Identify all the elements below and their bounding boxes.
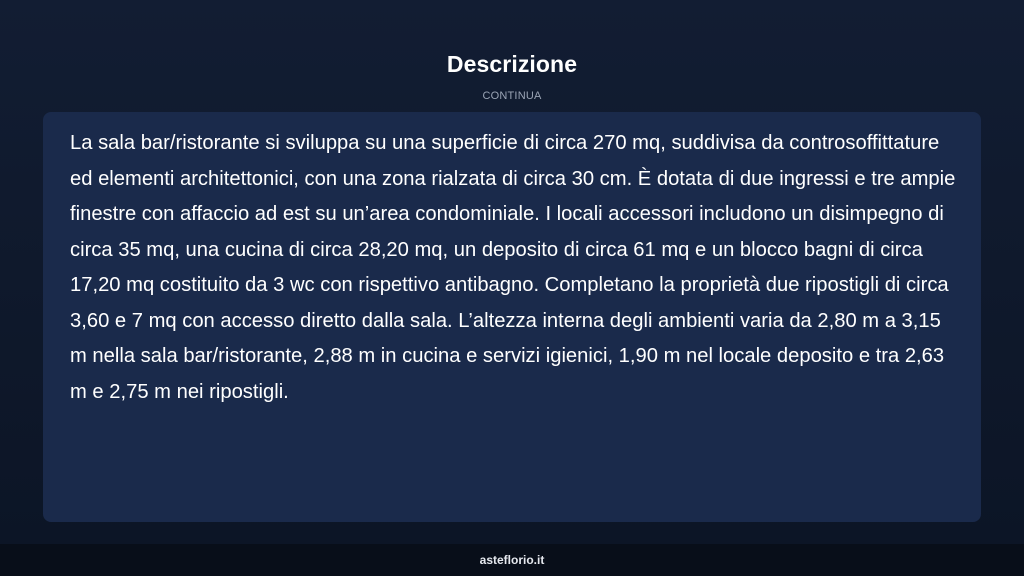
page-subtitle: CONTINUA [482, 90, 542, 102]
footer-site-label: asteflorio.it [479, 553, 545, 567]
description-card [43, 112, 981, 522]
footer-bar [0, 544, 1024, 576]
page-title: Descrizione [446, 51, 578, 77]
description-text: La sala bar/ristorante si sviluppa su una superficie di circa 270 mq, suddivisa da controsoffittature ed elementi architettonici, con una zona rialzata di circa 30 cm. È dotata di due ingressi e tre ampie finestre con affaccio ad est su un’area condominiale. I locali accessori includono un disimpegno di circa 35 mq, una cucina di circa 28,20 mq, un deposito di circa 61 mq e un blocco bagni di circa 17,20 mq costituito da 3 wc con rispettivo antibagno. Completano la proprietà due ripostigli di circa 3,60 e 7 mq con accesso diretto dalla sala. L’altezza interna degli ambienti varia da 2,80 m a 3,15 m nella sala bar/ristorante, 2,88 m in cucina e servizi igienici, 1,90 m nel locale deposito e tra 2,63 m e 2,75 m nei ripostigli. [70, 132, 956, 403]
